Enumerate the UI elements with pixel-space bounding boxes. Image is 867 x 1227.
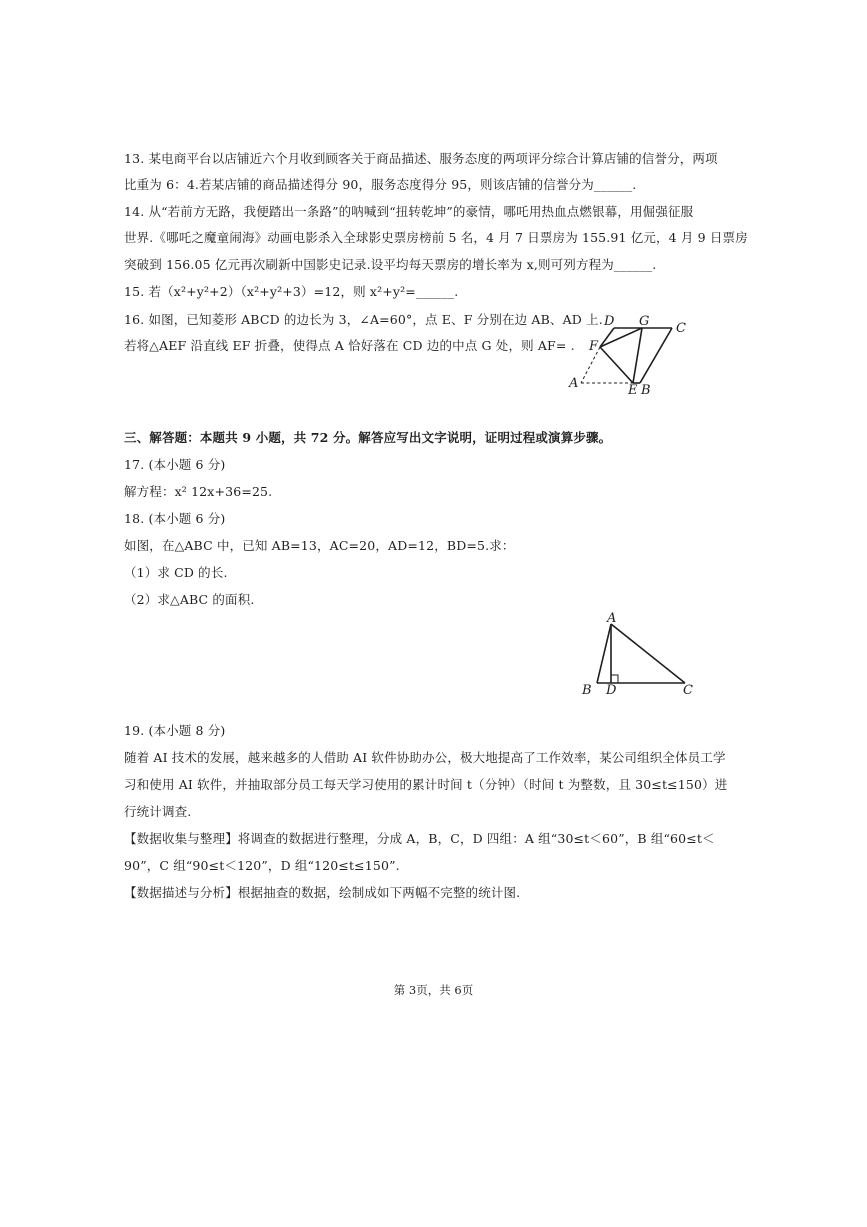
- segment-fe: [600, 347, 633, 383]
- label-e: E: [628, 383, 638, 398]
- problem-19-line-6: 【数据描述与分析】根据抽查的数据，绘制成如下两幅不完整的统计图.: [124, 885, 521, 900]
- right-angle-mark: [611, 675, 618, 683]
- problem-18-question-1: （1）求 CD 的长.: [124, 565, 228, 580]
- problem-19-title: 19. (本小题 8 分): [124, 723, 226, 738]
- page-footer: 第 3页，共 6页: [393, 983, 474, 997]
- problem-19-line-2: 习和使用 AI 软件，并抽取部分员工每天学习使用的累计时间 t（分钟）（时间 t 为整数，且 30≤t≤150）进: [124, 777, 728, 792]
- problem-17-body: 解方程：x² 12x+36=25.: [124, 484, 273, 499]
- rhombus-figure: [560, 310, 700, 400]
- problem-13-line-2: 比重为 6：4.若某店铺的商品描述得分 90，服务态度得分 95，则该店铺的信誉分为______.: [124, 177, 637, 192]
- problem-19-line-5: 90”，C 组“90≤t＜120”，D 组“120≤t≤150”.: [124, 858, 400, 873]
- label-f: F: [589, 339, 599, 354]
- problem-16-line-2: 若将△AEF 沿直线 EF 折叠，使得点 A 恰好落在 CD 边的中点 G 处，则 AF= .: [124, 338, 575, 353]
- segment-ge: [633, 328, 642, 383]
- problem-13-line-1: 13. 某电商平台以店铺近六个月收到顾客关于商品描述、服务态度的两项评分综合计算店铺的信誉分，两项: [124, 151, 718, 166]
- label-c: C: [676, 321, 686, 336]
- problem-18-title: 18. (本小题 6 分): [124, 511, 226, 526]
- label-b: B: [641, 383, 651, 398]
- problem-19-line-4: 【数据收集与整理】将调查的数据进行整理，分成 A，B，C，D 四组：A 组“30≤t＜60”，B 组“60≤t＜: [124, 831, 715, 846]
- label-c: C: [683, 683, 693, 698]
- problem-18-body: 如图，在△ABC 中，已知 AB=13，AC=20，AD=12，BD=5.求：: [124, 538, 515, 553]
- label-a: A: [569, 376, 579, 391]
- segment-ab: [597, 624, 611, 683]
- label-d: D: [604, 314, 615, 329]
- problem-14-line-3: 突破到 156.05 亿元再次刷新中国影史记录.设平均每天票房的增长率为 x,则可列方程为______.: [124, 257, 657, 272]
- section-3-heading: 三、解答题：本题共 9 小题，共 72 分。解答应写出文字说明，证明过程或演算步骤。: [124, 430, 612, 445]
- segment-ac: [611, 624, 685, 683]
- problem-14-line-2: 世界.《哪吒之魔童闹海》动画电影杀入全球影史票房榜前 5 名，4 月 7 日票房为 155.91 亿元，4 月 9 日票房: [124, 230, 748, 245]
- label-d: D: [606, 683, 617, 698]
- problem-15-line-1: 15. 若（x²+y²+2）（x²+y²+3）=12，则 x²+y²=______.: [124, 284, 459, 299]
- problem-17-title: 17. (本小题 6 分): [124, 457, 226, 472]
- problem-19-line-3: 行统计调查.: [124, 804, 192, 819]
- problem-18-question-2: （2）求△ABC 的面积.: [124, 592, 255, 607]
- label-b: B: [582, 683, 592, 698]
- triangle-figure: [575, 608, 700, 700]
- label-a: A: [607, 611, 617, 626]
- problem-16-line-1: 16. 如图，已知菱形 ABCD 的边长为 3，∠A=60°，点 E、F 分别在边 AB、AD 上.: [124, 312, 603, 327]
- problem-19-line-1: 随着 AI 技术的发展，越来越多的人借助 AI 软件协助办公，极大地提高了工作效率，某公司组织全体员工学: [124, 750, 726, 765]
- segment-cb: [640, 328, 672, 383]
- problem-14-line-1: 14. 从“若前方无路，我便踏出一条路”的呐喊到“扭转乾坤”的豪情，哪吒用热血点燃银幕，用倔强征服: [124, 204, 694, 219]
- label-g: G: [639, 314, 650, 329]
